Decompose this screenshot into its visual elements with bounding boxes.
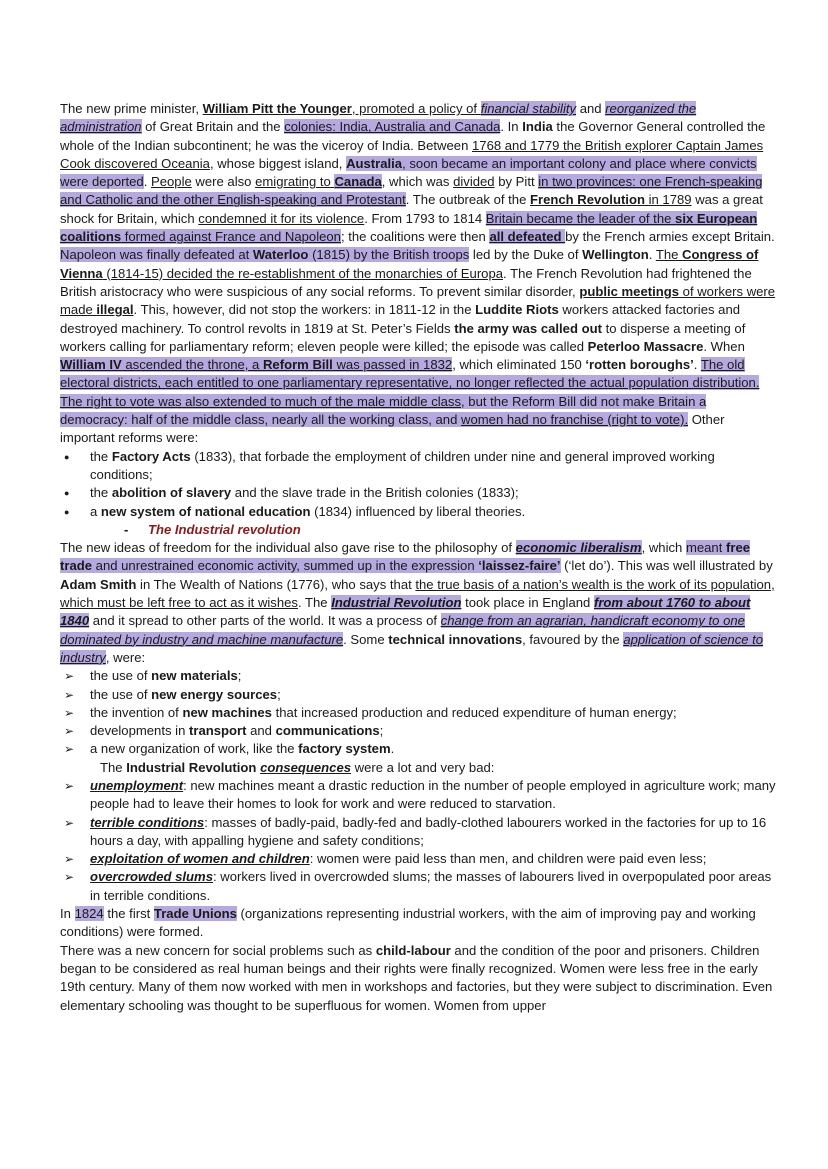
text: (1833), that forbade the employment of children under nine and general improved working conditions; (90, 448, 715, 482)
text: unemployment (90, 777, 184, 793)
text: divided (453, 174, 495, 190)
section-heading (60, 521, 776, 539)
text: : women were paid less than men, and children were paid even less; (309, 851, 707, 867)
text: overcrowded slums (90, 869, 213, 885)
text: Congress of Vienna (60, 247, 759, 281)
text: of workers were made (60, 283, 776, 318)
highlight: Trade Unions (153, 906, 237, 922)
highlight: , but the Reform Bill did not make Britain a democracy: half of the middle class, nearly all the working class, and (60, 393, 707, 428)
text: , which eliminated 150 (452, 357, 586, 373)
text: workers attacked factories and destroyed machinery. To control revolts in 1819 at St. Peter’s Fields (60, 302, 741, 336)
highlight: Waterloo (252, 247, 309, 263)
text: emigrating to (255, 174, 335, 190)
text: : workers lived in overcrowded slums; the masses of labourers lived in overpopulated poor areas in terrible conditions. (90, 869, 772, 903)
consequences-list (60, 777, 776, 905)
text: The (655, 247, 683, 263)
text: The new prime minister, (60, 101, 203, 116)
text: in The Wealth of Nations (1776), who says that (136, 576, 416, 592)
text: There was a new concern for social problems such as (60, 942, 376, 958)
text: . The (297, 595, 332, 611)
consequences-intro (60, 759, 776, 777)
text: by the French armies except Britain. (565, 229, 775, 245)
list-item (60, 448, 776, 485)
highlight: free trade (60, 540, 751, 574)
text: to disperse a meeting of workers calling for parliamentary reform; eleven people were killed; the episode was called (60, 320, 746, 354)
highlight: Reform Bill (262, 357, 333, 373)
text: technical innovations (388, 631, 523, 647)
text: and the slave trade in the British colonies (1833); (231, 485, 519, 501)
text: led by the Duke of (469, 247, 583, 263)
highlight: The old electoral districts, each entitled to one parliamentary representative, (60, 357, 745, 391)
text: terrible conditions (90, 814, 205, 830)
text: the invention of (90, 704, 183, 720)
highlight: Napoleon was finally defeated at (60, 247, 253, 263)
text: . The French Revolution had frightened the British aristocracy who were suspicious of any social reforms. To prevent similar disorder, (60, 265, 752, 299)
text: In (60, 906, 75, 922)
text: . (390, 741, 395, 757)
text: condemned it for its violence (198, 210, 365, 226)
text: : masses of badly-paid, badly-fed and badly-clothed labourers worked in the factories for up to 16 hours a day, with appalling hygiene and safety conditions; (90, 814, 767, 848)
highlight: formed against France and Napoleon (121, 229, 341, 245)
text: developments in (90, 723, 189, 739)
highlight: (1815) by the British troops (308, 247, 470, 263)
list-item (60, 868, 776, 905)
text: abolition of slavery (111, 485, 232, 501)
highlight: women had no franchise (right to vote). (461, 412, 689, 428)
innovations-list (60, 667, 776, 758)
text: by Pitt (494, 174, 539, 190)
text: was a great shock for Britain, which (60, 192, 763, 226)
highlight: ascended the throne, a (121, 357, 263, 373)
text: (1834) influenced by liberal theories. (310, 503, 526, 519)
highlight: William IV (60, 357, 122, 373)
text: Factory Acts (111, 448, 191, 464)
text: were a lot and very bad: (351, 759, 495, 775)
text: the Governor General controlled the whole of the Indian subcontinent; he was the viceroy of India. Between (60, 119, 766, 153)
text: , whose biggest island, (209, 155, 347, 171)
highlight: Britain became the leader of the (485, 210, 676, 226)
text: Wellington (582, 247, 649, 263)
highlight: meant (685, 540, 723, 556)
text: communications (275, 723, 380, 739)
text: factory system (298, 741, 391, 757)
text: the true basis of a nation’s wealth is the work of its population, which must be left free to act as it wishes (60, 576, 775, 611)
text: in 1789 (644, 192, 692, 208)
text: ; the coalitions were then (340, 229, 490, 245)
highlight: Australia (346, 155, 403, 171)
text: Luddite Riots (475, 302, 559, 318)
list-item (60, 850, 776, 868)
list-item (60, 722, 776, 740)
text: (1814-15) decided the re-establishment of the monarchies of Europa (102, 265, 504, 281)
text: , were: (105, 649, 146, 665)
paragraph-pitt (60, 100, 776, 448)
text: new materials (151, 668, 238, 684)
text: the use of (90, 668, 152, 684)
highlight: change from an agrarian, handicraft economy to one dominated by industry and machine manufacture (60, 613, 745, 647)
text: illegal (96, 302, 134, 318)
text: India (522, 119, 553, 135)
text: were also (191, 174, 256, 190)
text: . This, however, did not stop the workers: in 1811-12 in the (133, 302, 476, 318)
text: new energy sources (151, 686, 278, 702)
text: . The outbreak of the (405, 192, 530, 208)
text: The new ideas of freedom for the individual also gave rise to the philosophy of (60, 540, 516, 556)
text: consequences (260, 759, 352, 775)
text: People (151, 174, 192, 190)
text: ‘rotten boroughs’ (585, 357, 694, 373)
text: (‘let do’). This was well illustrated by (560, 558, 773, 574)
text: that increased production and reduced expenditure of human energy; (271, 704, 677, 720)
text: , which (641, 540, 686, 556)
text: Peterloo Massacre (587, 338, 704, 354)
highlight: colonies: India, Australia and Canada (284, 119, 501, 135)
highlight: six European coalitions (60, 210, 758, 245)
text: the first (103, 906, 154, 922)
text: the (90, 485, 112, 501)
text: ; (277, 686, 281, 702)
text: : new machines meant a drastic reduction in the number of people employed in agriculture work; many people had to leave their homes to look for work and were reduced to starvation. (90, 777, 776, 812)
text: (organizations representing industrial workers, with the aim of improving pay and working conditions) were formed. (60, 906, 756, 940)
text: . (648, 247, 656, 263)
heading-title: The Industrial revolution (148, 521, 301, 537)
text: Industrial Revolution (126, 759, 257, 775)
text: the army was called out (454, 320, 602, 336)
text: . Some (343, 631, 389, 647)
text: child-labour (375, 942, 451, 958)
highlight: all defeated (489, 229, 566, 245)
highlight: 1824 (74, 906, 104, 922)
text: a (90, 503, 101, 519)
highlight: reorganized the administration (60, 101, 697, 135)
text: French Revolution (530, 192, 645, 208)
highlight: financial stability (480, 101, 577, 116)
text: Adam Smith (60, 576, 137, 592)
paragraph-trade-unions (60, 905, 776, 942)
text: transport (189, 723, 247, 739)
list-item (60, 686, 776, 704)
text: Other important reforms were: (60, 412, 725, 446)
text: took place in England (461, 595, 594, 611)
list-item (60, 814, 776, 851)
list-item (60, 704, 776, 722)
paragraph-industrial (60, 539, 776, 667)
text: exploitation of women and children (90, 851, 310, 867)
highlight: , soon became an important colony and place where convicts were deported (60, 155, 757, 190)
text: . When (703, 338, 745, 354)
text: and the condition of the poor and prisoners. Children began to be considered as real human beings and their rights were finally recognized. Women were less free in the early 19th century. Many of them now worked with men in workshops and factories, but they were subject to discrimination. Even elementary schooling was thought to be superfluous for women. Women from upper (60, 942, 773, 1013)
text: . (143, 174, 151, 190)
paragraph-social-problems (60, 942, 776, 1015)
highlight: economic liberalism (515, 540, 642, 556)
text: and (576, 101, 606, 116)
text: new machines (182, 704, 272, 720)
highlight: from about 1760 to about 1840 (60, 595, 751, 629)
highlight: and unrestrained economic activity, summed up in the expression (92, 558, 479, 574)
list-item (60, 503, 776, 521)
text: and (246, 723, 276, 739)
text: , promoted a policy of (351, 101, 481, 116)
heading-dash: - (124, 521, 129, 537)
text: , which was (381, 174, 454, 190)
highlight: application of science to industry (60, 631, 764, 665)
text: William Pitt the Younger (202, 101, 352, 116)
text: , favoured by the (522, 631, 624, 647)
highlight: Industrial Revolution (331, 595, 462, 611)
list-item (60, 667, 776, 685)
highlight: Canada (334, 174, 382, 190)
list-item (60, 777, 776, 814)
text: . (693, 357, 701, 373)
text: the (90, 448, 112, 464)
highlight: no longer reflected the actual population distribution. (455, 375, 760, 391)
list-item (60, 740, 776, 758)
list-item (60, 484, 776, 502)
text: . From 1793 to 1814 (364, 210, 486, 226)
text: public meetings (579, 283, 680, 299)
text: the use of (90, 686, 152, 702)
text: ; (379, 723, 384, 739)
text: The (100, 759, 127, 775)
highlight: The right to vote was also extended to much of the male middle class (60, 393, 462, 409)
highlight: was passed in 1832 (332, 357, 453, 373)
text: and it spread to other parts of the world. It was a process of (89, 613, 441, 629)
text: 1768 and 1779 the British explorer Captain James Cook discovered Oceania (60, 137, 764, 171)
reforms-list (60, 448, 776, 521)
text: . In (500, 119, 523, 135)
text: new system of national education (100, 503, 311, 519)
text: ; (237, 668, 242, 684)
text: a new organization of work, like the (90, 741, 299, 757)
highlight: in two provinces: one French-speaking and Catholic and the other English-speaking and Protestant (60, 174, 763, 208)
highlight: ‘laissez-faire’ (478, 558, 561, 574)
text: of Great Britain and the (141, 119, 285, 135)
